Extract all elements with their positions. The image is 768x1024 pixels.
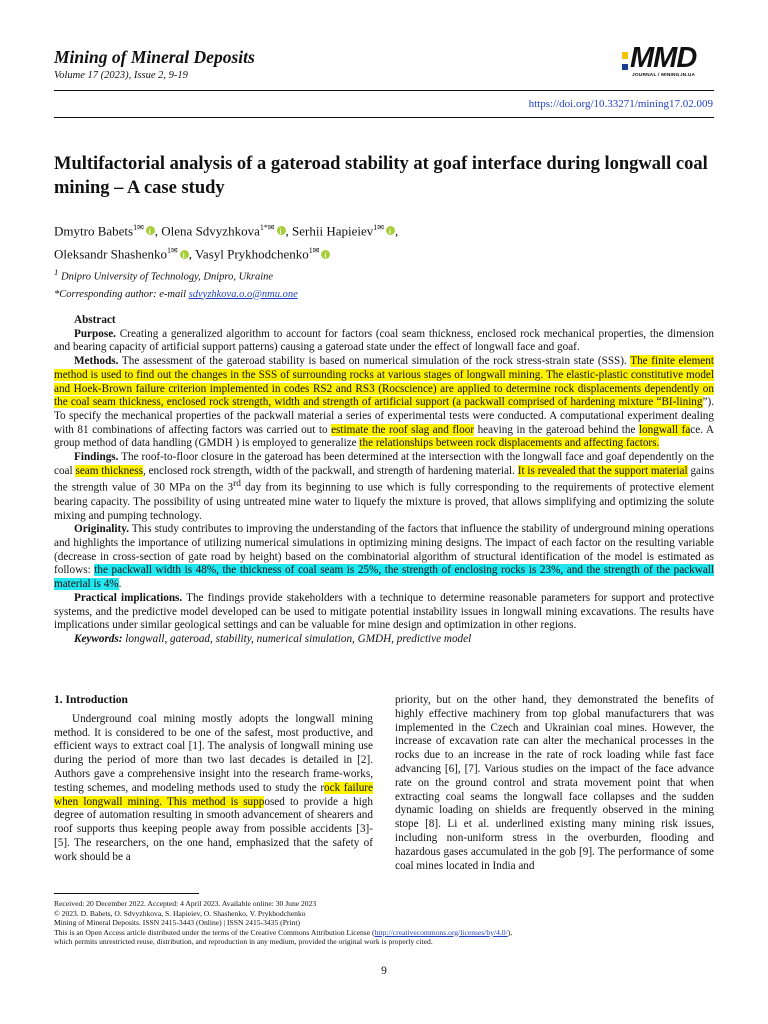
findings-text: , enclosed rock strength, width of the packwall, and strength of hardening material. [142, 464, 515, 477]
license-line-2: which permits unrestricted reuse, distribution, and reproduction in any medium, provided the original work is properly cited. [54, 937, 433, 946]
footnote-block [54, 899, 714, 947]
journal-volume: Volume 17 (2023), Issue 2, 9-19 [54, 70, 188, 81]
email-icon[interactable]: ✉ [377, 223, 384, 232]
affiliation-sup: 1 [308, 246, 313, 256]
journal-logo [622, 42, 718, 84]
license-text: ), [507, 927, 513, 937]
license-line [54, 928, 714, 938]
methods-label: Methods. [74, 355, 119, 368]
article-dates: Received: 20 December 2022. Accepted: 4 April 2023. Available online: 30 June 2023 [54, 899, 317, 908]
affiliation-sup: 1 [167, 246, 172, 256]
orcid-icon[interactable] [386, 226, 395, 235]
intro-left-column [54, 694, 373, 865]
originality-text: . [118, 578, 122, 591]
keywords-label: Keywords: [74, 632, 123, 645]
abstract-practical [54, 592, 714, 633]
highlight: longwall fa [638, 423, 691, 436]
author-name[interactable]: Serhii Hapieiev [292, 223, 374, 239]
article-title: Multifactorial analysis of a gateroad stability at goaf interface during longwall coal mining – A case study [54, 154, 708, 198]
logo-text: MMD [630, 42, 697, 74]
practical-text: The findings provide stakeholders with a technique to determine reasonable parameters for support and protective systems, and the predictive model developed can be used to mitigate potential instability issues in longwall mining excavations. The results have implications under similar geological settings and can be valuable for mine design and optimization in other regions. [54, 591, 714, 632]
affiliation-block [54, 264, 298, 303]
affiliation-text: Dnipro University of Technology, Dnipro, Ukraine [61, 271, 274, 283]
email-icon[interactable]: ✉ [267, 223, 275, 232]
affiliation-sup: 1 [54, 267, 59, 277]
affiliation-sup: 1* [259, 223, 268, 232]
logo-mark-blue [622, 64, 628, 70]
intro-right-column [395, 694, 714, 873]
doi-link[interactable]: https://doi.org/10.33271/mining17.02.009 [528, 98, 713, 110]
methods-text: heaving in the gateroad behind the [477, 423, 636, 436]
purpose-label: Purpose. [74, 327, 116, 340]
author-list: Dmytro Babets$^{1✉}$i , Olena Sdvyzhkova$^{1*✉}$i , Serhii Hapieiev$^{1✉}$i , Oleksandr Shashenko$^{1✉}$i , Vasyl Prykhodchenko$^{1✉}$i [54, 218, 714, 265]
abstract-findings [54, 451, 714, 523]
findings-text: day from its beginning to use which is fully corresponding to the requirements of protective element bearing capacity. The possibility of using untreated mine water to liquefy the mixture is proved, that allows simplifying and optimizing the solute mixing and pumping technology. [54, 482, 714, 522]
orcid-icon[interactable] [277, 226, 286, 235]
author-name[interactable]: Oleksandr Shashenko [54, 246, 168, 262]
issn: Mining of Mineral Deposits. ISSN 2415-3443 (Online) | ISSN 2415-3435 (Print) [54, 918, 300, 927]
email-icon[interactable]: ✉ [312, 246, 320, 256]
findings-text: gains the strength value of 30 MPa on the 3 [54, 464, 715, 495]
keywords-text: longwall, gateroad, stability, numerical simulation, GMDH, predictive model [125, 632, 472, 645]
footnote-rule [54, 893, 199, 894]
abstract [54, 314, 714, 647]
header-rule [54, 90, 714, 91]
highlight: ock failure when longwall mining. This method is supp [54, 781, 373, 808]
orcid-icon[interactable] [321, 250, 330, 259]
license-link[interactable]: http://creativecommons.org/licenses/by/4.0/ [374, 927, 508, 937]
affiliation-sup: 1 [373, 223, 378, 232]
doi-rule [54, 117, 714, 118]
email-icon[interactable]: ✉ [171, 246, 178, 256]
intro-paragraph: priority, but on the other hand, they demonstrated the benefits of highly effective machinery from top global manufacturers that was implemented in the Czech and Ukrainian coal mines. However, the increase of excavation rate can alter the mechanical processes in the rocks due to an increase in the rate of rock loading while fast face advancing [6], [7]. Various studies on the impact of the face advance rate on the ground control and strata movement point that when extracting coal seams the longwall face collapses and the sudden dynamic loading on shields are frequently observed in the mining stope [8]. Li et al. underlined existing many mining risk issues, including non-uniform stress in the overburden, flooding and hazardous gases accumulated in the gob [9]. The performance of some coal mines located in India and [395, 694, 714, 872]
originality-label: Originality. [74, 523, 130, 536]
abstract-originality [54, 523, 714, 592]
email-icon[interactable]: ✉ [137, 223, 144, 232]
methods-text: The assessment of the gateroad stability is based on numerical simulation of the rock stress-strain state (SSS). [121, 355, 627, 368]
intro-text: osed to provide a high degree of automation resulting in smooth advancement of shearers and roof supports thus keeping people away from possible accidents [3]-[5]. The researchers, on the one hand, emphasized that the safety of work should be a [54, 795, 373, 863]
abstract-heading: Abstract [74, 314, 116, 326]
corresponding-label: *Corresponding author: e-mail [54, 288, 187, 300]
license-text: This is an Open Access article distributed under the terms of the Creative Commons Attribution License ( [54, 927, 375, 937]
corresponding-email-link[interactable]: sdvyzhkova.o.o@nmu.one [188, 288, 298, 300]
abstract-purpose [54, 328, 714, 355]
logo-subtitle: JOURNAL / MINING.IN.UA [632, 73, 696, 78]
copyright: © 2023. D. Babets, O. Sdvyzhkova, S. Hapieiev, O. Shashenko, V. Prykhodchenko [54, 908, 306, 918]
highlight: The finite element method is used to find out the changes in the SSS of surrounding rocks at various stages of longwall mining. The elastic-plastic constitutive model and Hoek-Brown failure criterion implemented in codes RS2 and RS3 (Rocscience) are applied to determine rock displacements dependently on the coal seam thickness, enclosed rock strength, width and strength of artificial support (a packwall comprised of hardening mixture “BI-lining [54, 355, 714, 409]
findings-text: The roof-to-floor closure in the gateroad has been determined at the intersection with the longwall face and goaf dependently on the coal [54, 451, 714, 477]
intro-text: Underground coal mining mostly adopts the longwall mining method. It is considered to be one of the safest, most productive, and efficient ways to extract coal [1]. The analysis of longwall mining use during the period of more than two last decades is detailed in [2]. Authors gave a comprehensive insight into the research frame-works, testing schemes, and modeling methods used to study the r [54, 712, 373, 794]
purpose-text: Creating a generalized algorithm to account for factors (coal seam thickness, enclosed rock mechanical properties, the dimension and bearing capacity of artificial support patterns) causing a gateroad state under the effect of longwall face and goaf. [54, 327, 714, 354]
highlight: It is revealed that the support material [517, 464, 688, 477]
orcid-icon[interactable] [180, 250, 189, 259]
findings-label: Findings. [74, 451, 119, 464]
logo-mark-yellow [622, 52, 628, 59]
page-number: 9 [381, 965, 387, 977]
methods-text: ”). To specify the mechanical properties of the packwall material a series of experimental tests were conducted. A computational experiment dealing with 81 combinations of affecting factors was carried out to [54, 396, 714, 436]
section-heading: 1. Introduction [54, 694, 128, 706]
orcid-icon[interactable] [146, 226, 155, 235]
author-name[interactable]: Dmytro Babets [54, 223, 134, 239]
intro-paragraph [54, 713, 373, 865]
journal-name: Mining of Mineral Deposits [54, 47, 255, 67]
ordinal-sup: rd [233, 479, 241, 490]
author-name[interactable]: Olena Sdvyzhkova [161, 223, 260, 239]
highlight: seam thickness [75, 464, 143, 477]
highlight-cyan: the packwall width is 48%, the thickness of coal seam is 25%, the strength of enclosing rocks is 23%, and the strength of the packwall material is 4% [54, 564, 714, 591]
abstract-methods [54, 355, 714, 451]
highlight: estimate the roof slag and floor [331, 423, 475, 436]
affiliation-sup: 1 [133, 223, 138, 232]
originality-text: This study contributes to improving the understanding of the factors that influence the stability of underground mining operations and highlights the importance of utilizing numerical simulations in optimizing mining designs. The impact of each factor on the resulting variable (decrease in cross-section of gate road by height) based on the combinatorial algorithm of structural identification of the model is estimated as follows: [54, 523, 714, 577]
highlight: the relationships between rock displacements and affecting factors. [359, 437, 660, 450]
methods-text: ce. A group method of data handling (GMDH ) is employed to generalize [54, 423, 714, 450]
practical-label: Practical implications. [74, 591, 183, 604]
abstract-keywords [54, 633, 714, 647]
author-name[interactable]: Vasyl Prykhodchenko [194, 246, 309, 262]
